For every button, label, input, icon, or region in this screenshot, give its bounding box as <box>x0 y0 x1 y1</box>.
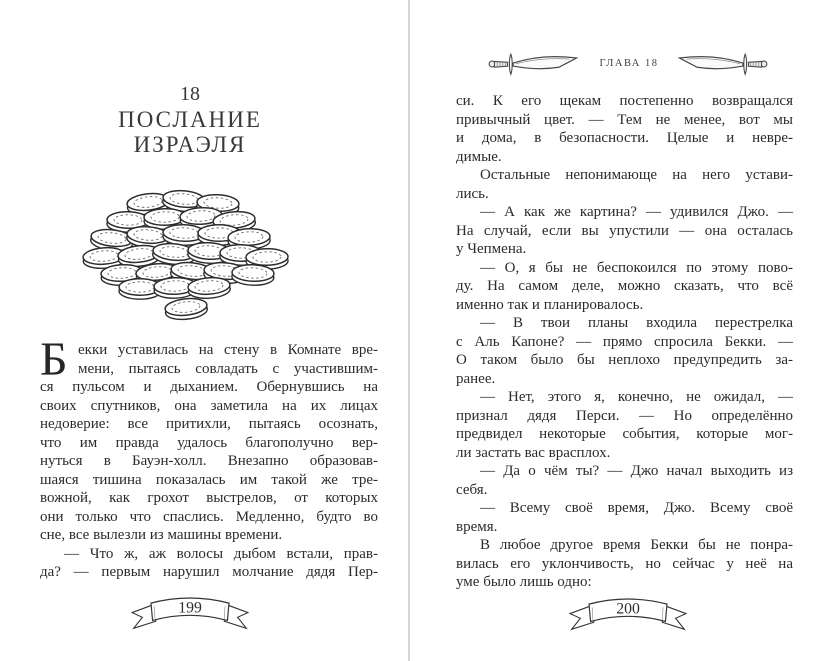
coin <box>232 264 275 286</box>
text-line: себя. <box>456 481 488 498</box>
text-line: время. <box>456 518 498 535</box>
text-line: своих спутников, она заметила на их лицах <box>40 397 378 414</box>
left-page-text <box>40 333 378 582</box>
text-line: предвидел некоторые события, которые мог- <box>456 426 793 442</box>
page-left[interactable] <box>0 0 408 661</box>
sword-guard <box>744 54 747 74</box>
text-line: лись. <box>456 185 489 202</box>
text-line: недоверие: все притихли, пытаясь осознать, <box>40 416 378 432</box>
drop-cap: Б <box>40 333 68 386</box>
page-number-banner-right <box>563 589 693 635</box>
chapter-number: 18 <box>180 83 200 105</box>
text-line: сне, все вылезли из машины времени. <box>40 527 283 543</box>
right-page-text <box>456 92 793 592</box>
text-line: вожной, как грохот выстрелов, от которых <box>40 490 378 506</box>
page-number: 200 <box>616 600 640 618</box>
text-line: Остальные непонимающе на него устави- <box>480 167 793 183</box>
chapter-title-line-1: ПОСЛАНИЕ <box>118 107 262 132</box>
text-line: О таком было бы неплохо предупредить за- <box>456 352 793 368</box>
text-line: — А как же картина? — удивился Джо. — <box>480 204 793 220</box>
text-line: нуться в Бауэн-холл. Внезапно образовав- <box>40 453 378 469</box>
text-line: признал дядя Перси. — Но определённо <box>456 407 793 424</box>
text-line: вилась его уклончивость, но сейчас у неё на <box>456 555 793 572</box>
text-line: В любое другое время Бекки бы не понра- <box>480 537 793 553</box>
sword-blade <box>679 57 742 69</box>
text-line: что им правда удалось благополучно вер- <box>40 434 378 451</box>
text-line: — Да о чём ты? — Джо начал выходить из <box>480 463 793 479</box>
page-number-banner-left <box>125 588 255 634</box>
text-line: уме было лишь одно: <box>456 574 592 590</box>
text-line: именно так и планировалось. <box>456 296 644 313</box>
coin-pile-illustration <box>82 186 292 326</box>
text-line: и дома, в безопасности. Целые и невре- <box>456 130 793 146</box>
text-line: На случай, если вы упустили — она осталась <box>456 222 793 239</box>
coin-shape <box>246 248 288 265</box>
text-line: ли застать вас врасплох. <box>456 444 611 461</box>
chapter-heading <box>2 82 378 157</box>
text-line: си. К его щекам постепенно возвращался <box>456 93 793 109</box>
text-line: — О, я бы не беспокоился по этому пово- <box>480 259 793 276</box>
text-line: ду. На самом деле, можно сказать, что всё <box>456 278 793 294</box>
text-line: с Аль Капоне? — прямо спросила Бекки. — <box>456 333 793 350</box>
text-line: мени, пытаясь совладать с участившим- <box>78 360 378 377</box>
running-head: ГЛАВА 18 <box>599 58 659 69</box>
text-line: димые. <box>456 148 502 165</box>
text-line: ранее. <box>456 370 496 387</box>
text-line: ся пульсом и дыханием. Обернувшись на <box>40 379 378 395</box>
coin <box>164 297 208 322</box>
text-line: у Чепмена. <box>456 241 527 257</box>
text-line: шаяся тишина показалась им такой же тре- <box>40 471 378 488</box>
chapter-title-line-2: ИЗРАЭЛЯ <box>133 132 247 157</box>
text-line: — Всему своё время, Джо. Всему своё <box>480 500 793 516</box>
sword-right-icon <box>671 49 769 79</box>
text-line: привычный цвет. — Тем не менее, вот мы <box>456 111 793 128</box>
sword-mirror-group <box>679 54 766 74</box>
text-line: — Нет, этого я, конечно, не ожидал, — <box>480 389 793 405</box>
text-line: да? — первым нарушил молчание дядя Пер- <box>40 564 378 580</box>
text-line: они только что спаслись. Медленно, будто во <box>40 508 378 525</box>
page-number: 199 <box>178 599 202 617</box>
text-line: — Что ж, аж волосы дыбом встали, прав- <box>64 545 378 562</box>
text-line: екки уставилась на стену в Комнате вре- <box>78 342 378 358</box>
text-line: — В твои планы входила перестрелка <box>480 315 793 331</box>
